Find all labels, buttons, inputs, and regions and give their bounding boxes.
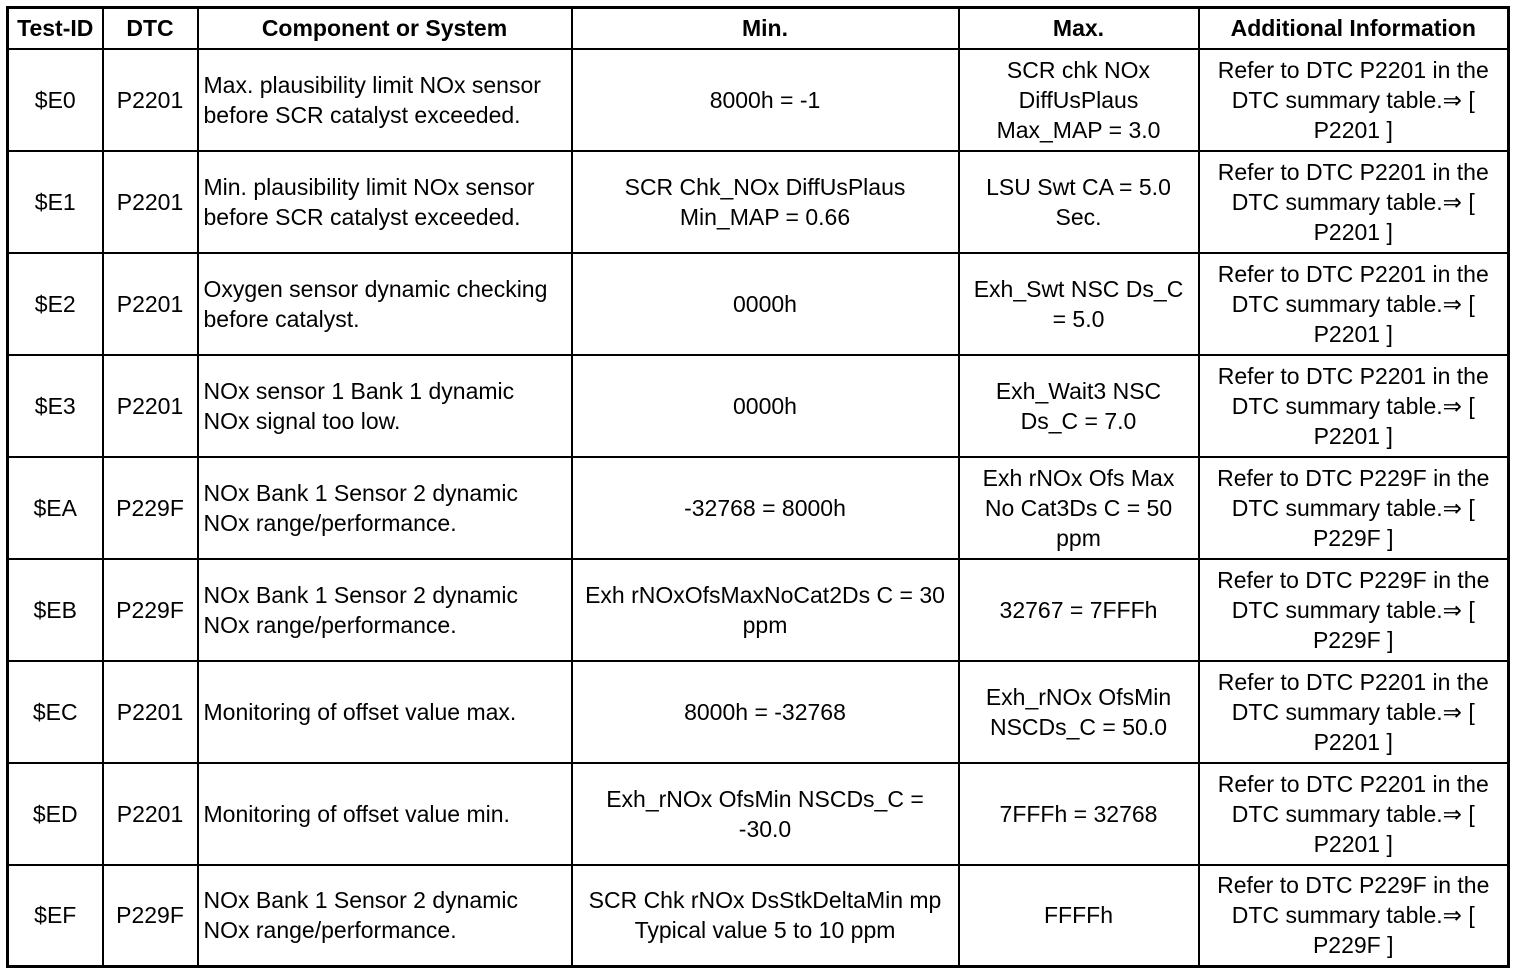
cell-dtc: P2201 xyxy=(103,151,198,253)
cell-min: 0000h xyxy=(572,355,959,457)
header-test-id: Test-ID xyxy=(8,8,103,49)
cell-component: Monitoring of offset value max. xyxy=(198,661,572,763)
table-row xyxy=(8,763,1509,865)
info-text: Refer to DTC P229F in the DTC summary table. xyxy=(1217,872,1490,929)
dtc-test-table xyxy=(6,6,1510,968)
cell-min: Exh rNOxOfsMaxNoCat2Ds C = 30 ppm xyxy=(572,559,959,661)
dtc-reference-link[interactable]: [ P2201 ] xyxy=(1313,698,1475,755)
dtc-reference-link[interactable]: [ P2201 ] xyxy=(1313,188,1475,245)
header-component: Component or System xyxy=(198,8,572,49)
cell-min: 0000h xyxy=(572,253,959,355)
dtc-reference-link[interactable]: [ P229F ] xyxy=(1312,494,1475,551)
cell-max: Exh_Wait3 NSC Ds_C = 7.0 xyxy=(959,355,1199,457)
cell-additional-info xyxy=(1199,763,1509,865)
cell-dtc: P2201 xyxy=(103,661,198,763)
cell-test-id: $ED xyxy=(8,763,103,865)
cell-test-id: $EC xyxy=(8,661,103,763)
right-double-arrow-icon: ⇒ xyxy=(1442,290,1462,317)
dtc-reference-link[interactable]: [ P2201 ] xyxy=(1313,290,1475,347)
info-text: Refer to DTC P2201 in the DTC summary table. xyxy=(1217,158,1489,215)
right-double-arrow-icon: ⇒ xyxy=(1442,902,1462,929)
cell-max: SCR chk NOx DiffUsPlaus Max_MAP = 3.0 xyxy=(959,49,1199,151)
right-double-arrow-icon: ⇒ xyxy=(1442,188,1462,215)
table-header-row xyxy=(8,8,1509,49)
cell-max: Exh_rNOx OfsMin NSCDs_C = 50.0 xyxy=(959,661,1199,763)
cell-max: LSU Swt CA = 5.0 Sec. xyxy=(959,151,1199,253)
info-text: Refer to DTC P2201 in the DTC summary table. xyxy=(1217,362,1489,419)
cell-test-id: $E2 xyxy=(8,253,103,355)
info-text: Refer to DTC P2201 in the DTC summary table. xyxy=(1217,56,1489,113)
table-row xyxy=(8,355,1509,457)
cell-min: SCR Chk rNOx DsStkDeltaMin mp Typical value 5 to 10 ppm xyxy=(572,865,959,967)
right-double-arrow-icon: ⇒ xyxy=(1442,494,1462,521)
cell-dtc: P229F xyxy=(103,457,198,559)
cell-min: -32768 = 8000h xyxy=(572,457,959,559)
right-double-arrow-icon: ⇒ xyxy=(1442,86,1462,113)
header-dtc: DTC xyxy=(103,8,198,49)
cell-max: Exh rNOx Ofs Max No Cat3Ds C = 50 ppm xyxy=(959,457,1199,559)
cell-dtc: P229F xyxy=(103,865,198,967)
cell-max: FFFFh xyxy=(959,865,1199,967)
cell-component: NOx Bank 1 Sensor 2 dynamic NOx range/performance. xyxy=(198,559,572,661)
dtc-reference-link[interactable]: [ P2201 ] xyxy=(1313,86,1475,143)
cell-additional-info xyxy=(1199,151,1509,253)
cell-dtc: P2201 xyxy=(103,253,198,355)
table-row xyxy=(8,49,1509,151)
header-min: Min. xyxy=(572,8,959,49)
cell-component: NOx Bank 1 Sensor 2 dynamic NOx range/performance. xyxy=(198,865,572,967)
table-row xyxy=(8,661,1509,763)
info-text: Refer to DTC P229F in the DTC summary table. xyxy=(1217,464,1490,521)
table-row xyxy=(8,559,1509,661)
info-text: Refer to DTC P2201 in the DTC summary table. xyxy=(1217,668,1489,725)
cell-component: Min. plausibility limit NOx sensor before SCR catalyst exceeded. xyxy=(198,151,572,253)
cell-min: Exh_rNOx OfsMin NSCDs_C = -30.0 xyxy=(572,763,959,865)
cell-test-id: $E1 xyxy=(8,151,103,253)
cell-component: Max. plausibility limit NOx sensor before SCR catalyst exceeded. xyxy=(198,49,572,151)
cell-additional-info xyxy=(1199,661,1509,763)
cell-max: 32767 = 7FFFh xyxy=(959,559,1199,661)
cell-dtc: P2201 xyxy=(103,355,198,457)
cell-dtc: P2201 xyxy=(103,49,198,151)
right-double-arrow-icon: ⇒ xyxy=(1442,392,1462,419)
cell-test-id: $E3 xyxy=(8,355,103,457)
header-max: Max. xyxy=(959,8,1199,49)
dtc-reference-link[interactable]: [ P229F ] xyxy=(1312,596,1475,653)
cell-component: Monitoring of offset value min. xyxy=(198,763,572,865)
table-row xyxy=(8,865,1509,967)
info-text: Refer to DTC P229F in the DTC summary table. xyxy=(1217,566,1490,623)
cell-test-id: $EF xyxy=(8,865,103,967)
cell-additional-info xyxy=(1199,355,1509,457)
info-text: Refer to DTC P2201 in the DTC summary table. xyxy=(1217,770,1489,827)
cell-test-id: $E0 xyxy=(8,49,103,151)
cell-additional-info xyxy=(1199,49,1509,151)
cell-min: 8000h = -1 xyxy=(572,49,959,151)
cell-additional-info xyxy=(1199,865,1509,967)
dtc-reference-link[interactable]: [ P229F ] xyxy=(1312,902,1475,959)
cell-min: SCR Chk_NOx DiffUsPlaus Min_MAP = 0.66 xyxy=(572,151,959,253)
dtc-reference-link[interactable]: [ P2201 ] xyxy=(1313,392,1475,449)
right-double-arrow-icon: ⇒ xyxy=(1442,596,1462,623)
table-row xyxy=(8,457,1509,559)
cell-max: Exh_Swt NSC Ds_C = 5.0 xyxy=(959,253,1199,355)
cell-test-id: $EA xyxy=(8,457,103,559)
info-text: Refer to DTC P2201 in the DTC summary table. xyxy=(1217,260,1489,317)
cell-dtc: P229F xyxy=(103,559,198,661)
dtc-reference-link[interactable]: [ P2201 ] xyxy=(1313,800,1475,857)
cell-additional-info xyxy=(1199,559,1509,661)
cell-component: Oxygen sensor dynamic checking before catalyst. xyxy=(198,253,572,355)
cell-additional-info xyxy=(1199,457,1509,559)
cell-component: NOx Bank 1 Sensor 2 dynamic NOx range/performance. xyxy=(198,457,572,559)
cell-min: 8000h = -32768 xyxy=(572,661,959,763)
table-row xyxy=(8,253,1509,355)
cell-additional-info xyxy=(1199,253,1509,355)
right-double-arrow-icon: ⇒ xyxy=(1442,698,1462,725)
header-additional-info: Additional Information xyxy=(1199,8,1509,49)
table-body xyxy=(8,49,1509,967)
cell-max: 7FFFh = 32768 xyxy=(959,763,1199,865)
cell-component: NOx sensor 1 Bank 1 dynamic NOx signal too low. xyxy=(198,355,572,457)
cell-test-id: $EB xyxy=(8,559,103,661)
right-double-arrow-icon: ⇒ xyxy=(1442,800,1462,827)
table-row xyxy=(8,151,1509,253)
cell-dtc: P2201 xyxy=(103,763,198,865)
